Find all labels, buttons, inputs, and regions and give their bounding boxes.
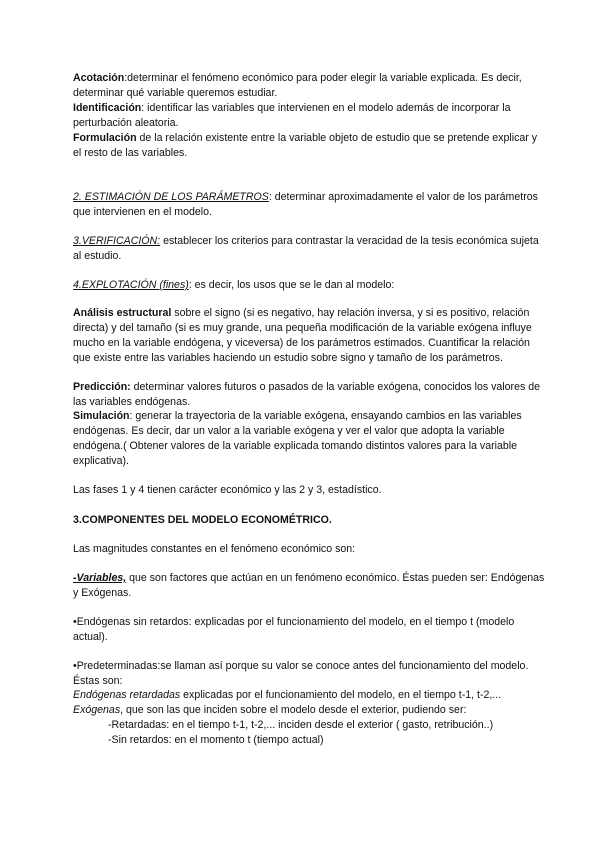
section-heading-componentes: 3.COMPONENTES DEL MODELO ECONOMÉTRICO. <box>73 514 332 526</box>
term-prediccion: Predicción: <box>73 381 131 393</box>
text-simulacion: : generar la trayectoria de la variable exógena, ensayando cambios en las variables endógenas. Es decir, dar un valor a la variable exógena y ver el valor que adopta la variable endógena.( Obtener valores de la variable explicada tomando distintos valores para la variable explicativa). <box>73 410 522 467</box>
term-formulacion: Formulación <box>73 132 137 144</box>
paragraph-prediccion <box>73 380 545 410</box>
paragraph-acotacion <box>73 71 545 101</box>
paragraph-fases: Las fases 1 y 4 tienen carácter económico y las 2 y 3, estadístico. <box>73 484 382 496</box>
paragraph-formulacion <box>73 131 545 161</box>
paragraph-magnitudes: Las magnitudes constantes en el fenómeno económico son: <box>73 543 356 555</box>
paragraph-variables <box>73 571 545 601</box>
term-simulacion: Simulación <box>73 410 130 422</box>
paragraph-explotacion <box>73 278 545 293</box>
line-retardadas: -Retardadas: en el tiempo t-1, t-2,... inciden desde el exterior ( gasto, retribución..) <box>108 719 494 731</box>
text-variables: que son factores que actúan en un fenómeno económico. Éstas pueden ser: Endógenas y Exógenas. <box>73 572 545 599</box>
paragraph-analisis <box>73 306 545 366</box>
line-endogenas-retardadas <box>73 688 545 703</box>
term-analisis: Análisis estructural <box>73 307 172 319</box>
text-estimacion: : determinar aproximadamente el valor de los parámetros que intervienen en el modelo. <box>73 191 538 218</box>
term-endogenas-retardadas: Endógenas retardadas <box>73 689 181 701</box>
line-exogenas <box>73 703 545 718</box>
heading-verificacion: 3.VERIFICACIÓN: <box>73 235 161 247</box>
term-exogenas: Exógenas <box>73 704 121 716</box>
text-prediccion: determinar valores futuros o pasados de la variable exógena, conocidos los valores de las variables endógenas. <box>73 381 540 408</box>
paragraph-simulacion <box>73 409 545 469</box>
term-identificacion: Identificación <box>73 102 142 114</box>
text-acotacion: :determinar el fenómeno económico para poder elegir la variable explicada. Es decir, determinar qué variable queremos estudiar. <box>73 72 522 99</box>
text-endogenas-retardadas: explicadas por el funcionamiento del modelo, en el tiempo t-1, t-2,... <box>180 689 502 701</box>
text-identificacion: : identificar las variables que intervienen en el modelo además de incorporar la perturbación aleatoria. <box>73 102 511 129</box>
paragraph-verificacion <box>73 234 545 264</box>
text-analisis: sobre el signo (si es negativo, hay relación inversa, y si es positivo, relación directa) y del tamaño (si es muy grande, una pequeña modificación de la variable exógena influye mucho en la variable endógena, y viceversa) de los parámetros estimados. Cuantificar la relación que existe entre las variables haciendo un estudio sobre signo y tamaño de los parámetros. <box>73 307 532 364</box>
paragraph-endogenas: •Endógenas sin retardos: explicadas por el funcionamiento del modelo, en el tiempo t (modelo actual). <box>73 616 515 643</box>
paragraph-identificacion <box>73 101 545 131</box>
term-variables: -Variables, <box>73 572 127 584</box>
line-sin-retardos: -Sin retardos: en el momento t (tiempo actual) <box>108 734 324 746</box>
text-formulacion: de la relación existente entre la variable objeto de estudio que se pretende explicar y el resto de las variables. <box>73 132 538 159</box>
heading-estimacion: 2. ESTIMACIÓN DE LOS PARÁMETROS <box>73 191 269 203</box>
paragraph-estimacion <box>73 190 545 220</box>
text-verificacion: establecer los criterios para contrastar la veracidad de la tesis económica sujeta al estudio. <box>73 235 539 262</box>
text-explotacion: : es decir, los usos que se le dan al modelo: <box>188 279 395 291</box>
text-exogenas: , que son las que inciden sobre el modelo desde el exterior, pudiendo ser: <box>120 704 467 716</box>
paragraph-predeterminadas: •Predeterminadas:se llaman así porque su valor se conoce antes del funcionamiento del modelo. Éstas son: <box>73 660 529 687</box>
heading-explotacion: 4.EXPLOTACIÓN (fines) <box>73 279 189 291</box>
term-acotacion: Acotación <box>73 72 125 84</box>
